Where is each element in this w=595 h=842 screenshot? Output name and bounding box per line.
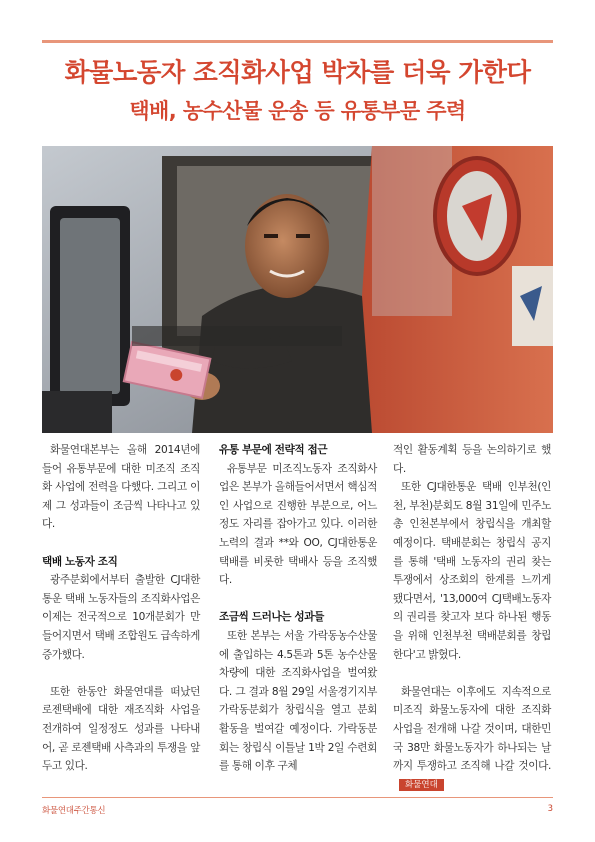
paragraph: 또한 CJ대한통운 택배 인부천(인천, 부천)분회도 8월 31일에 민주노총 인천본부에서 창립식을 개최할 예정이다. 택배분회는 창립식 공지를 통해 '택배 노동자의 권리 찾는 투쟁에서 상조회의 한계를 느끼게 됐다면서, '13,000여 CJ택배노동자의 권리를 찾고자 보다 하나된 행동을 위해 인천부천 택배분회를 창립한다'고 밝혔다.: [393, 481, 551, 661]
subhead: 택배, 농수산물 운송 등 유통부문 주력: [129, 99, 466, 123]
paragraph: 광주분회에서부터 출발한 CJ대한통운 택배 노동자들의 조직화사업은 이제는 전국적으로 10개분회가 만들어지면서 택배 조합원도 급속하게 증가했다.: [42, 574, 200, 661]
closing-text: 화물연대는 이후에도 지속적으로 미조직 화물노동자에 대한 조직화 사업을 전개해 나갈 것이며, 대한민국 38만 화물노동자가 하나되는 날까지 투쟁하고 조직해 나갈 것이다.: [393, 685, 551, 773]
paragraph: 적인 활동계획 등을 논의하기로 했다.: [393, 444, 551, 475]
headline: 화물노동자 조직화사업 박차를 더욱 가한다: [64, 58, 531, 88]
publication-name: 화물연대주간통신: [42, 806, 106, 816]
truck-driver-photo-icon: [42, 146, 553, 433]
paragraph: 또한 본부는 서울 가락동농수산물에 출입하는 4.5톤과 5톤 농수산물 차량에 대한 조직화사업을 벌여왔다. 그 결과 8월 29일 서울경기지부 가락동분회가 창립식을 열고 분회 활동을 벌여갈 예정이다. 가락동분회는 창립식 이틀날 1박 2일 수련회를 통해 이후 구체: [219, 629, 377, 773]
page-number: 3: [547, 804, 553, 814]
section-heading: 조금씩 드러나는 성과들: [219, 611, 324, 624]
bottom-rule: [42, 797, 553, 798]
signature-badge: 화물연대: [399, 779, 444, 791]
article-column-1: [42, 441, 200, 776]
top-rule: [42, 40, 553, 43]
section-heading: 유통 부문에 전략적 접근: [219, 444, 328, 456]
paragraph: 화물연대본부는 올해 2014년에 들어 유통부문에 대한 미조직 조직화 사업에 전력을 다했다. 그리고 이제 그 성과들이 조금씩 나타나고 있다.: [42, 444, 200, 531]
paragraph: [393, 683, 551, 795]
paragraph: 유통부문 미조직노동자 조직화사업은 본부가 올해들어서면서 핵심적인 사업으로 진행한 부분으로, 어느 정도 자리를 잡아가고 있다. 이러한 노력의 결과 **와 OO, CJ대한통운 택배를 비롯한 택배사 등을 조직했다.: [219, 462, 377, 587]
article-column-2: [219, 441, 377, 776]
section-heading: 택배 노동자 조직: [42, 555, 118, 568]
article-photo: [42, 146, 553, 433]
paragraph: 또한 한동안 화물연대를 떠났던 로젠택배에 대한 재조직화 사업을 전개하여 일정정도 성과를 나타내어, 곧 로젠택배 사측과의 투쟁을 앞두고 있다.: [42, 685, 200, 773]
article-column-3: [393, 441, 551, 794]
